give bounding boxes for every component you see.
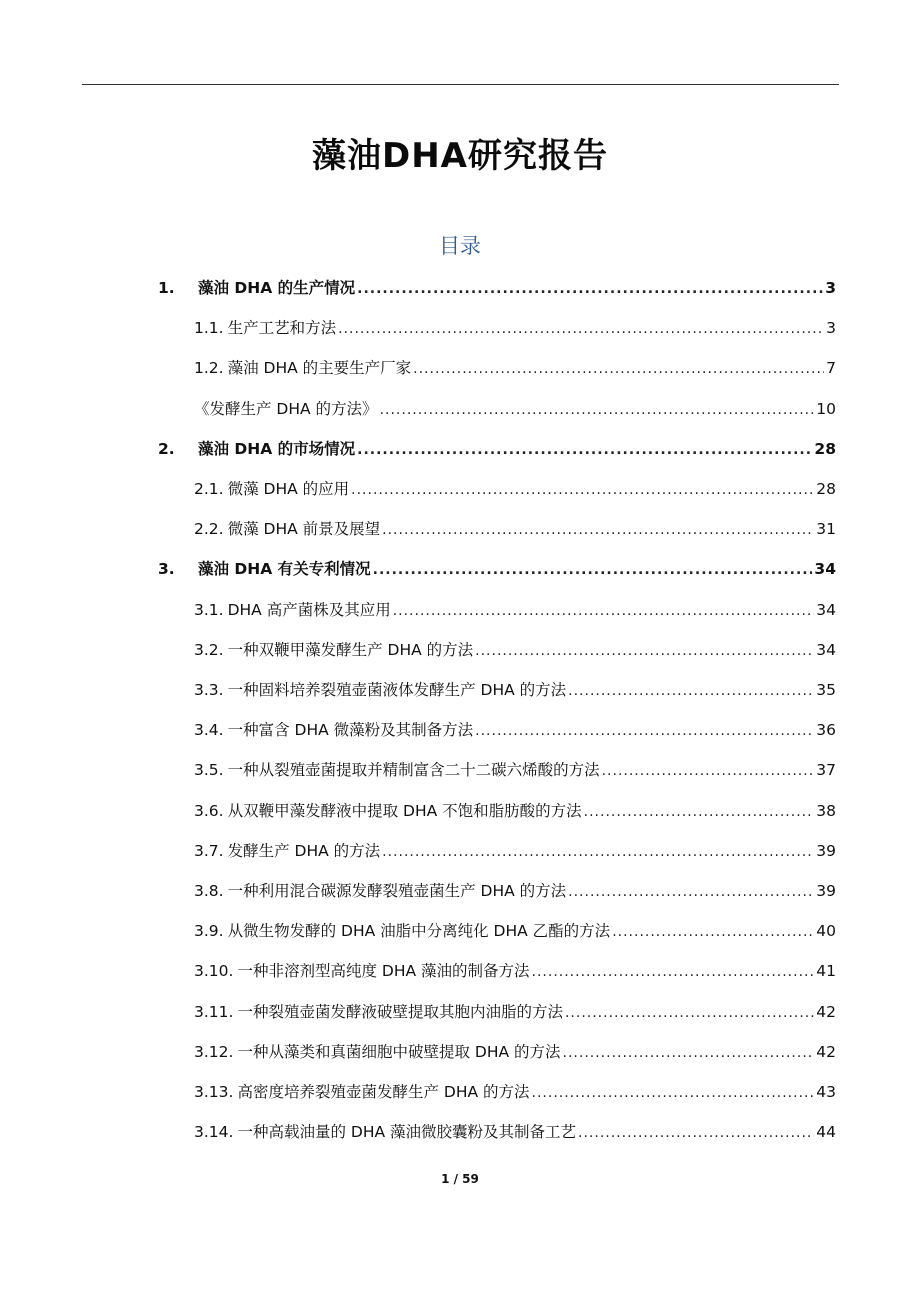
toc-dot-leader [532,1081,815,1105]
toc-entry[interactable] [194,397,836,421]
toc-entry[interactable] [194,799,836,823]
toc-entry[interactable] [194,718,836,742]
toc-entry-title: 一种利用混合碳源发酵裂殖壶菌生产 DHA 的方法 [227,882,567,900]
toc-entry-page: 35 [816,681,836,699]
toc-entry[interactable] [194,1120,836,1144]
toc-entry-title: 微藻 DHA 前景及展望 [227,520,381,539]
toc-entry-title: 一种裂殖壶菌发酵液破壁提取其胞内油脂的方法 [237,1002,563,1021]
toc-entry[interactable] [194,638,836,662]
toc-entry-title: DHA 高产菌株及其应用 [227,600,391,619]
toc-dot-leader [565,1001,814,1025]
toc-entry-page: 39 [816,841,836,860]
toc-dot-leader [475,639,814,663]
toc-entry-number: 3.6. [194,801,224,820]
toc-dot-leader [351,478,814,502]
toc-entry-number: 1.2. [194,359,224,378]
toc-dot-leader [563,1041,815,1065]
toc-entry-page: 31 [816,520,836,539]
toc-entry-title: 一种高载油量的 DHA 藻油微胶囊粉及其制备工艺 [237,1123,577,1142]
toc-entry-number: 3.1. [194,600,224,619]
toc-entry-page: 39 [816,882,836,900]
toc-entry[interactable] [194,477,836,501]
toc-entry[interactable] [194,1000,836,1024]
page-number: 1 / 59 [441,1172,479,1186]
toc-entry-title: 一种双鞭甲藻发酵生产 DHA 的方法 [227,640,474,659]
toc-dot-leader [382,840,814,864]
toc-entry-title: 高密度培养裂殖壶菌发酵生产 DHA 的方法 [237,1083,530,1101]
toc-entry-page: 34 [814,560,836,579]
toc-entry-title: 从双鞭甲藻发酵液中提取 DHA 不饱和脂肪酸的方法 [227,801,582,820]
toc-entry-title: 发酵生产 DHA 的方法 [227,841,381,860]
toc-entry-title: 一种富含 DHA 微藻粉及其制备方法 [227,721,474,740]
toc-entry[interactable] [194,959,836,983]
toc-dot-leader [338,317,824,341]
toc-dot-leader [413,357,824,381]
toc-dot-leader [380,398,815,422]
toc-entry-title: 藻油 DHA 的主要生产厂家 [227,359,412,378]
toc-entry-number: 3.3. [194,681,224,699]
toc-entry-page: 43 [816,1083,836,1101]
toc-dot-leader [568,880,814,904]
toc-dot-leader [475,719,814,743]
toc-entry-number: 3.8. [194,882,224,900]
toc-dot-leader [373,558,813,582]
toc-dot-leader [584,800,815,824]
toc-entry-number: 3.14. [194,1123,234,1142]
toc-entry-title: 一种从裂殖壶菌提取并精制富含二十二碳六烯酸的方法 [227,761,600,780]
toc-entry-number: 3.10. [194,962,234,981]
toc-entry-title: 一种非溶剂型高纯度 DHA 藻油的制备方法 [237,962,530,981]
toc-entry-number: 3.5. [194,761,224,780]
toc-entry-page: 34 [816,600,836,619]
toc-entry[interactable] [194,839,836,863]
toc-entry-number: 2. [158,439,175,458]
toc-dot-leader [612,920,814,944]
toc-entry[interactable] [194,919,836,943]
toc-entry-number: 1.1. [194,319,224,338]
document-title: 藻油DHA研究报告 [312,136,608,176]
toc-entry-number: 2.1. [194,480,224,498]
toc-entry-page: 42 [816,1002,836,1021]
toc-entry-number: 3.13. [194,1083,234,1101]
toc-entry[interactable] [158,557,836,581]
toc-entry[interactable] [194,598,836,622]
toc-entry[interactable] [194,356,836,380]
toc-entry-title: 微藻 DHA 的应用 [227,480,350,498]
toc-dot-leader [578,1121,814,1145]
toc-entry-number: 3.7. [194,841,224,860]
toc-dot-leader [602,759,815,783]
toc-dot-leader [568,679,814,703]
toc-entry-title: 藻油 DHA 的市场情况 [198,439,356,458]
toc-entry-page: 42 [816,1042,836,1061]
toc-entry-number: 3.4. [194,721,224,740]
toc-entry-page: 38 [816,801,836,820]
toc-entry-number: 3.9. [194,922,224,941]
toc-entry-page: 3 [826,319,836,338]
toc-entry[interactable] [158,276,836,300]
toc-dot-leader [532,960,815,984]
toc-entry-page: 28 [816,480,836,498]
toc-entry-page: 10 [816,399,836,418]
toc-entry-title: 藻油 DHA 的生产情况 [198,279,356,297]
toc-entry-page: 40 [816,922,836,941]
toc-entry-page: 44 [816,1123,836,1142]
toc-entry-title: 藻油 DHA 有关专利情况 [198,560,371,579]
toc-dot-leader [357,438,812,462]
toc-entry-number: 3. [158,560,175,579]
toc-entry-page: 36 [816,721,836,740]
toc-entry-number: 3.12. [194,1042,234,1061]
toc-entry-title: 《发酵生产 DHA 的方法》 [194,399,378,418]
toc-entry-title: 一种固料培养裂殖壶菌液体发酵生产 DHA 的方法 [227,681,567,699]
toc-entry[interactable] [194,678,836,702]
toc-entry[interactable] [194,316,836,340]
toc-entry-title: 从微生物发酵的 DHA 油脂中分离纯化 DHA 乙酯的方法 [227,922,611,941]
toc-entry-page: 3 [825,279,836,297]
toc-entry-number: 2.2. [194,520,224,539]
toc-entry-page: 7 [826,359,836,378]
toc-entry-page: 34 [816,640,836,659]
toc-entry-number: 3.11. [194,1002,234,1021]
toc-entry-page: 37 [816,761,836,780]
toc-entry[interactable] [194,1040,836,1064]
toc-heading: 目录 [439,234,481,258]
toc-entry[interactable] [194,879,836,903]
toc-dot-leader [382,518,814,542]
toc-entry[interactable] [194,517,836,541]
toc-entry-title: 一种从藻类和真菌细胞中破壁提取 DHA 的方法 [237,1042,561,1061]
toc-entry-number: 3.2. [194,640,224,659]
toc-entry-number: 1. [158,279,175,297]
toc-entry-page: 28 [814,439,836,458]
toc-entry[interactable] [194,1080,836,1104]
toc-entry[interactable] [194,758,836,782]
toc-dot-leader [393,599,815,623]
toc-entry-title: 生产工艺和方法 [227,319,337,338]
toc-entry-page: 41 [816,962,836,981]
header-rule [82,84,839,85]
toc-entry[interactable] [158,437,836,461]
toc-dot-leader [357,277,823,301]
